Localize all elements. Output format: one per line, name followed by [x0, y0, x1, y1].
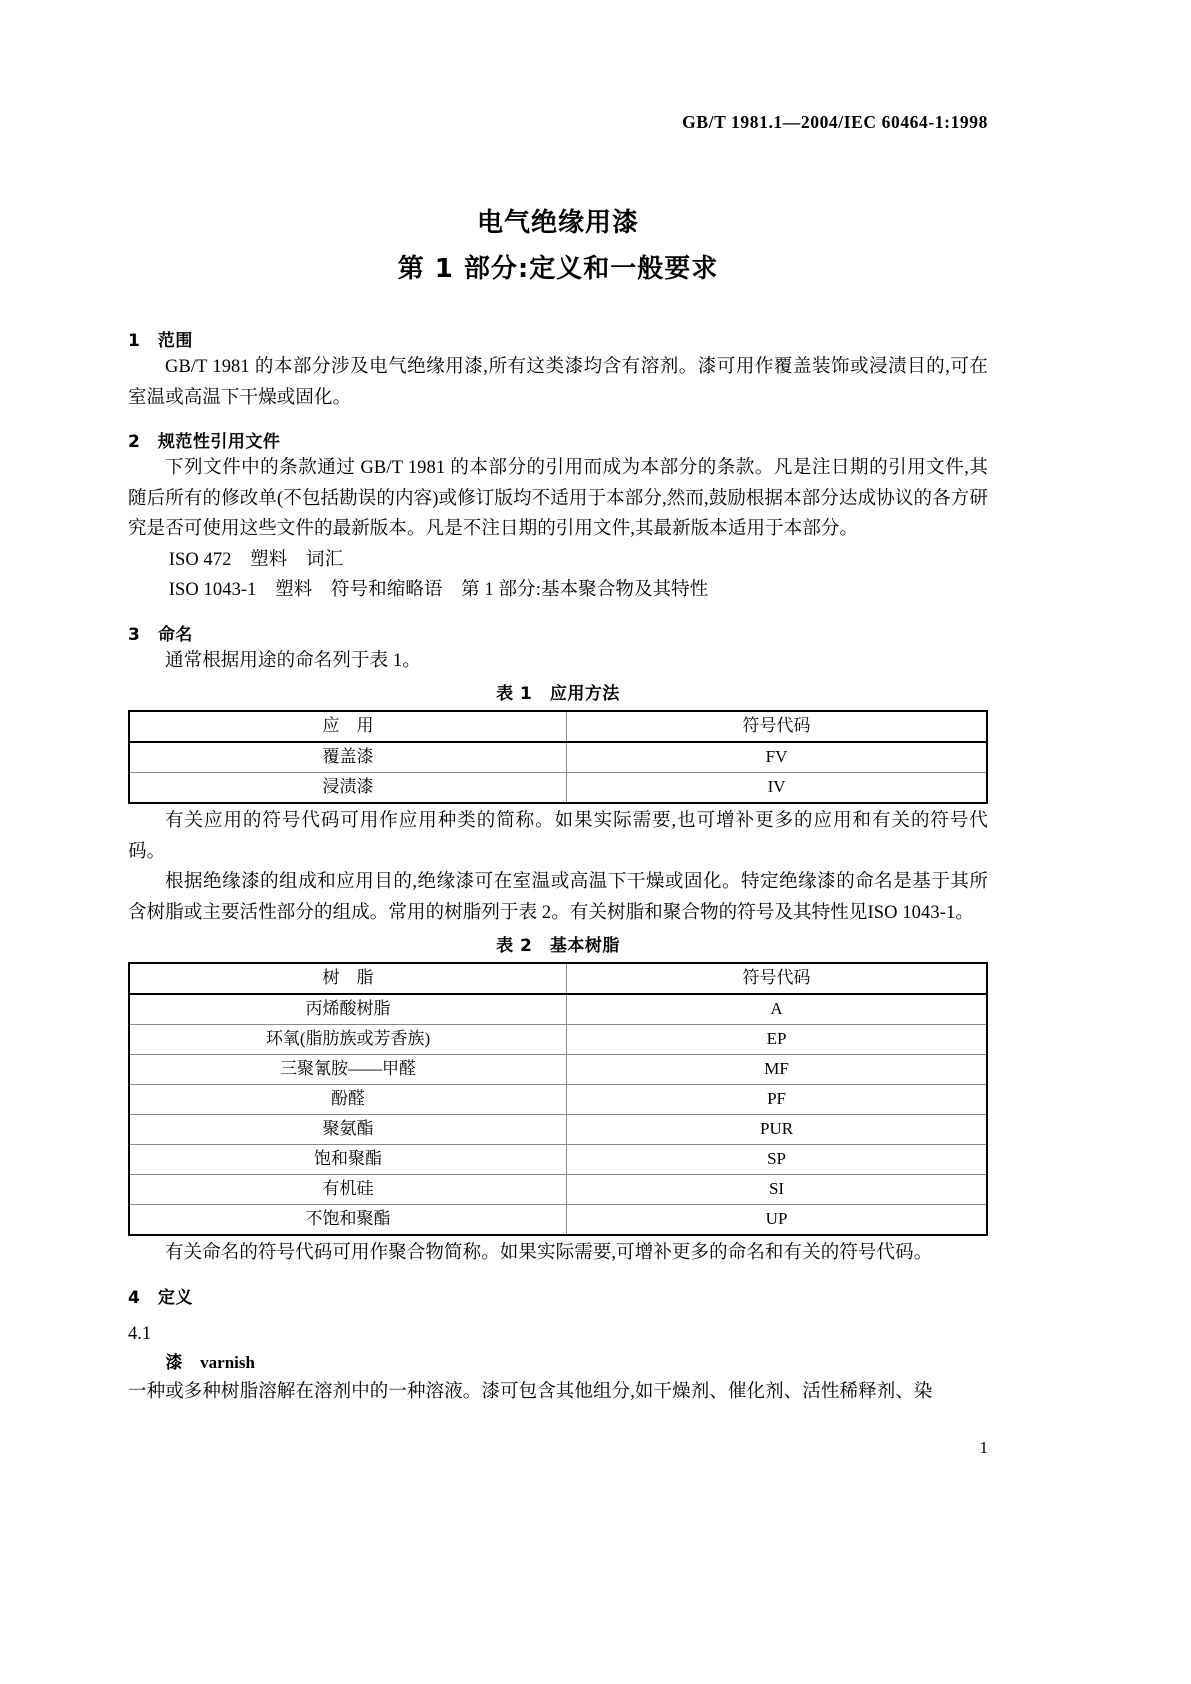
table-row — [129, 711, 987, 742]
table-2-cell-resin: 三聚氰胺——甲醛 — [129, 1055, 567, 1085]
table-2-header-resin: 树 脂 — [129, 963, 567, 994]
table-2-cell-code: PUR — [567, 1115, 987, 1145]
table-2 — [128, 962, 988, 1236]
table-1 — [128, 710, 988, 804]
section-heading-3: 3 命名 — [128, 624, 193, 645]
table-row — [129, 1055, 987, 1085]
term-english: varnish — [200, 1353, 255, 1372]
spacer — [128, 606, 988, 624]
table-2-cell-resin: 丙烯酸树脂 — [129, 994, 567, 1025]
spacer — [128, 1309, 988, 1319]
section-1-paragraph: GB/T 1981 的本部分涉及电气绝缘用漆,所有这类漆均含有溶剂。漆可用作覆盖装饰或浸渍目的,可在室温或高温下干燥或固化。 — [128, 357, 988, 408]
table-2-cell-code: PF — [567, 1085, 987, 1115]
running-header: GB/T 1981.1—2004/IEC 60464-1:1998 — [682, 112, 988, 132]
table-2-cell-code: A — [567, 994, 987, 1025]
table-1-cell-code: FV — [567, 742, 987, 773]
table-2-cell-resin: 有机硅 — [129, 1175, 567, 1205]
term-entry — [165, 1349, 988, 1377]
table-row — [129, 963, 987, 994]
table-row — [129, 994, 987, 1025]
table-row — [129, 773, 987, 804]
table-row — [129, 1025, 987, 1055]
table-1-cell-application: 覆盖漆 — [129, 742, 567, 773]
section-heading-2: 2 规范性引用文件 — [128, 432, 281, 452]
spacer — [128, 413, 988, 431]
section-3-paragraph-4: 有关命名的符号代码可用作聚合物简称。如果实际需要,可增补更多的命名和有关的符号代码。 — [165, 1243, 933, 1263]
table-1-caption: 表 1 应用方法 — [496, 684, 620, 704]
section-3-paragraph-3: 根据绝缘漆的组成和应用目的,绝缘漆可在室温或高温下干燥或固化。特定绝缘漆的命名是基于其所含树脂或主要活性部分的组成。常用的树脂列于表 2。有关树脂和聚合物的符号及其特性见ISO 1043-1。 — [128, 872, 988, 923]
table-1-header-application: 应 用 — [129, 711, 567, 742]
table-2-cell-resin: 饱和聚酯 — [129, 1145, 567, 1175]
page-content-area — [128, 0, 988, 1684]
title-line-2: 第 1 部分:定义和一般要求 — [397, 254, 719, 284]
section-heading-4: 4 定义 — [128, 1287, 193, 1308]
table-2-header-symbol-code: 符号代码 — [567, 963, 987, 994]
page-number: 1 — [979, 1438, 988, 1457]
table-row — [129, 742, 987, 773]
table-2-cell-code: UP — [567, 1205, 987, 1236]
table-1-cell-application: 浸渍漆 — [129, 773, 567, 804]
table-2-cell-resin: 酚醛 — [129, 1085, 567, 1115]
table-1-header-symbol-code: 符号代码 — [567, 711, 987, 742]
table-2-cell-code: EP — [567, 1025, 987, 1055]
document-body — [128, 330, 988, 1408]
section-heading-1: 1 范围 — [128, 331, 193, 351]
spacer — [128, 1269, 988, 1287]
section-3-paragraph-2: 有关应用的符号代码可用作应用种类的简称。如果实际需要,也可增补更多的应用和有关的符号代码。 — [128, 811, 988, 862]
section-3-paragraph-1: 通常根据用途的命名列于表 1。 — [165, 650, 421, 671]
table-2-cell-resin: 环氧(脂肪族或芳香族) — [129, 1025, 567, 1055]
table-row — [129, 1085, 987, 1115]
term-chinese: 漆 — [165, 1353, 183, 1373]
table-1-cell-code: IV — [567, 773, 987, 804]
subsection-number-4-1: 4.1 — [128, 1323, 152, 1344]
reference-iso-1043-1: ISO 1043-1 塑料 符号和缩略语 第 1 部分:基本聚合物及其特性 — [168, 580, 709, 600]
table-2-cell-code: SP — [567, 1145, 987, 1175]
term-definition: 一种或多种树脂溶解在溶剂中的一种溶液。漆可包含其他组分,如干燥剂、催化剂、活性稀释剂、染 — [128, 1382, 933, 1402]
table-row — [129, 1145, 987, 1175]
reference-iso-472: ISO 472 塑料 词汇 — [168, 549, 344, 570]
title-line-1: 电气绝缘用漆 — [476, 208, 639, 238]
table-2-cell-code: MF — [567, 1055, 987, 1085]
table-2-cell-resin: 不饱和聚酯 — [129, 1205, 567, 1236]
table-2-caption: 表 2 基本树脂 — [496, 936, 620, 956]
table-2-cell-code: SI — [567, 1175, 987, 1205]
table-2-cell-resin: 聚氨酯 — [129, 1115, 567, 1145]
document-title — [128, 200, 988, 292]
table-row — [129, 1205, 987, 1236]
section-2-paragraph: 下列文件中的条款通过 GB/T 1981 的本部分的引用而成为本部分的条款。凡是注日期的引用文件,其随后所有的修改单(不包括勘误的内容)或修订版均不适用于本部分,然而,鼓励根据本部分达成协议的各方研究是否可使用这些文件的最新版本。凡是不注日期的引用文件,其最新版本适用于本部分。 — [128, 458, 988, 539]
table-row — [129, 1115, 987, 1145]
table-row — [129, 1175, 987, 1205]
term-spacer — [182, 1353, 200, 1373]
